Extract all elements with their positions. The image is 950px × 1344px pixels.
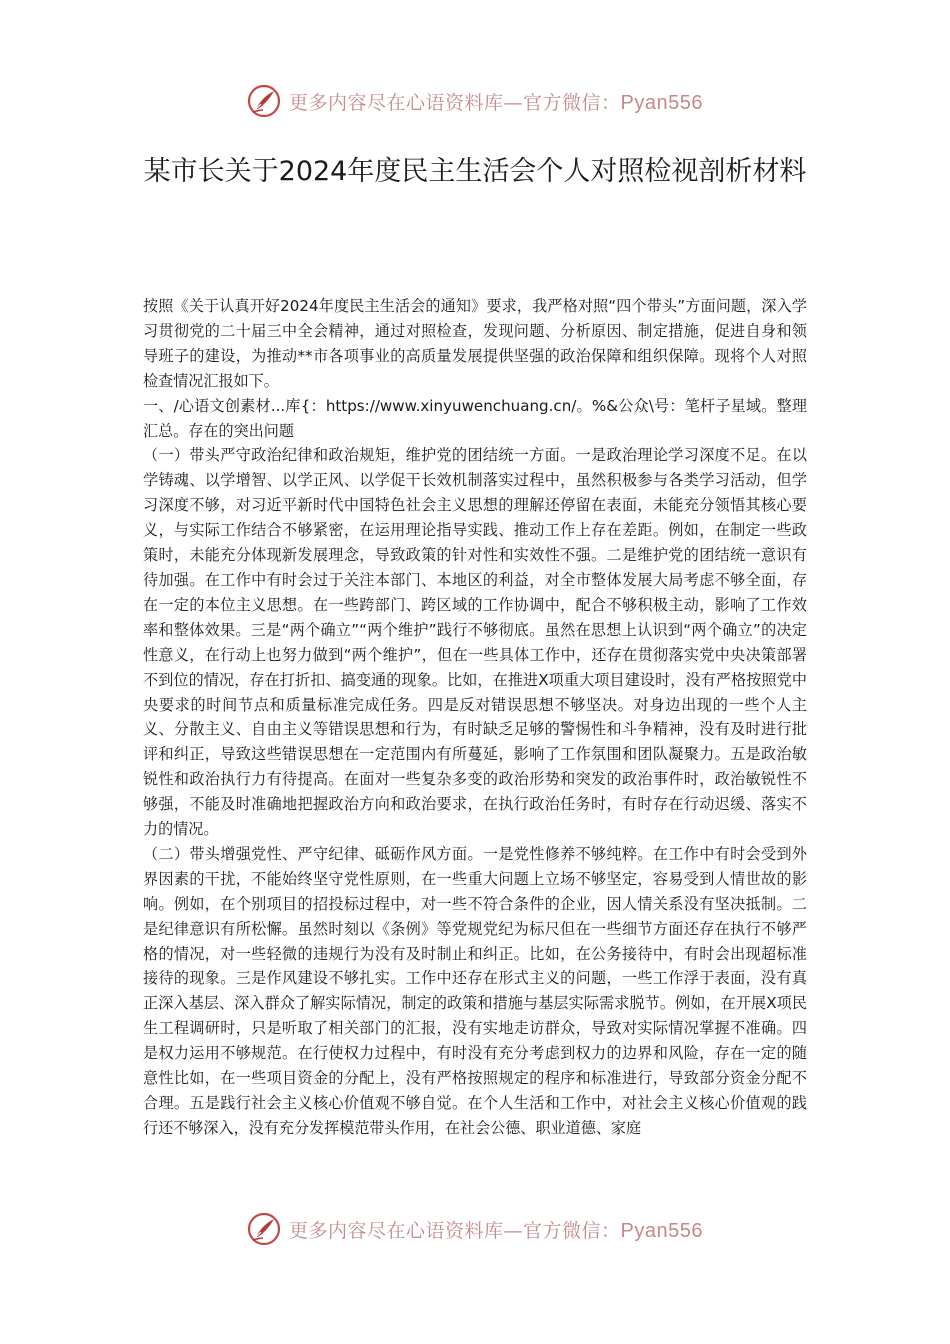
watermark-text: 更多内容尽在心语资料库—官方微信：Pyan556 [289, 91, 703, 114]
watermark-wechat-id: Pyan556 [620, 91, 703, 114]
watermark-text: 更多内容尽在心语资料库—官方微信：Pyan556 [289, 1219, 703, 1242]
body-paragraph: （二）带头增强党性、严守纪律、砥砺作风方面。一是党性修养不够纯粹。在工作中有时会受到外界因素的干扰，不能始终坚守党性原则，在一些重大问题上立场不够坚定，容易受到人情世故的影响。例如，在个别项目的招投标过程中，对一些不符合条件的企业，因人情关系没有坚决抵制。二是纪律意识有所松懈。虽然时刻以《条例》等党规党纪为标尺但在一些细节方面还存在执行不够严格的情况，对一些轻微的违规行为没有及时制止和纠正。比如，在公务接待中，有时会出现超标准接待的现象。三是作风建设不够扎实。工作中还存在形式主义的问题，一些工作浮于表面，没有真正深入基层、深入群众了解实际情况，制定的政策和措施与基层实际需求脱节。例如，在开展X项民生工程调研时，只是听取了相关部门的汇报，没有实地走访群众，导致对实际情况掌握不准确。四是权力运用不够规范。在行使权力过程中，有时没有充分考虑到权力的边界和风险，存在一定的随意性比如，在一些项目资金的分配上，没有严格按照规定的程序和标准进行，导致部分资金分配不合理。五是践行社会主义核心价值观不够自觉。在个人生活和工作中，对社会主义核心价值观的践行还不够深入，没有充分发挥模范带头作用，在社会公德、职业道德、家庭 [143, 844, 807, 1137]
document-body [143, 294, 807, 1141]
body-paragraph: （一）带头严守政治纪律和政治规矩，维护党的团结统一方面。一是政治理论学习深度不足。在以学铸魂、以学增智、以学正风、以学促干长效机制落实过程中，虽然积极参与各类学习活动，但学习深度不够，对习近平新时代中国特色社会主义思想的理解还停留在表面，未能充分领悟其核心要义，与实际工作结合不够紧密，在运用理论指导实践、推动工作上存在差距。例如，在制定一些政策时，未能充分体现新发展理念，导致政策的针对性和实效性不强。二是维护党的团结统一意识有待加强。在工作中有时会过于关注本部门、本地区的利益，对全市整体发展大局考虑不够全面，存在一定的本位主义思想。在一些跨部门、跨区域的工作协调中，配合不够积极主动，影响了工作效率和整体效果。三是“两个确立”“两个维护”践行不够彻底。虽然在思想上认识到“两个确立”的决定性意义，在行动上也努力做到“两个维护”，但在一些具体工作中，还存在贯彻落实党中央决策部署不到位的情况，存在打折扣、搞变通的现象。比如，在推进X项重大项目建设时，没有严格按照党中央要求的时间节点和质量标准完成任务。四是反对错误思想不够坚决。对身边出现的一些个人主义、分散主义、自由主义等错误思想和行为，有时缺乏足够的警惕性和斗争精神，没有及时进行批评和纠正，导致这些错误思想在一定范围内有所蔓延，影响了工作氛围和团队凝聚力。五是政治敏锐性和政治执行力有待提高。在面对一些复杂多变的政治形势和突发的政治事件时，政治敏锐性不够强，不能及时准确地把握政治方向和政治要求，在执行政治任务时，有时存在行动迟缓、落实不力的情况。 [143, 446, 807, 839]
quill-pen-logo-icon [247, 1212, 281, 1246]
quill-pen-logo-icon [247, 84, 281, 118]
document-title: 某市长关于2024年度民主生活会个人对照检视剖析材料 [143, 156, 807, 187]
watermark-header [0, 84, 950, 118]
watermark-wechat-id: Pyan556 [620, 1219, 703, 1242]
body-paragraph: 一、/心语文创素材...库{：https://www.xinyuwenchuang.cn/。%&公众\号：笔杆子星域。整理汇总。存在的突出问题 [143, 396, 807, 440]
body-paragraph: 按照《关于认真开好2024年度民主生活会的通知》要求，我严格对照“四个带头”方面问题，深入学习贯彻党的二十届三中全会精神，通过对照检查，发现问题、分析原因、制定措施，促进自身和领导班子的建设，为推动**市各项事业的高质量发展提供坚强的政治保障和组织保障。现将个人对照检查情况汇报如下。 [143, 297, 807, 390]
watermark-footer [0, 1212, 950, 1246]
